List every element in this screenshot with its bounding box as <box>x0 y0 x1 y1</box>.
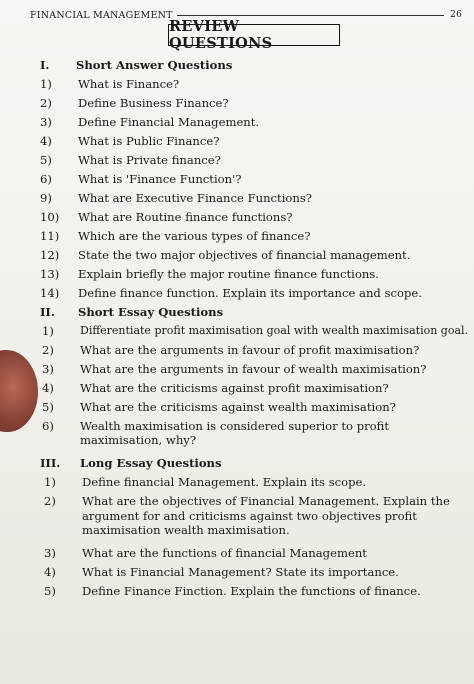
question-number: 14) <box>40 286 60 300</box>
question-text: What are Executive Finance Functions? <box>78 191 313 205</box>
section-numeral: II. <box>40 305 55 319</box>
question-text: What are the criticisms against wealth maximisation? <box>80 400 396 414</box>
question-number: 2) <box>44 494 56 508</box>
question-text: State the two major objectives of financial management. <box>78 248 411 262</box>
question-number: 4) <box>42 381 54 395</box>
header-rule <box>177 15 445 16</box>
question-number: 12) <box>40 248 60 262</box>
question-number: 3) <box>42 362 54 376</box>
question-text: Explain briefly the major routine finance functions. <box>78 267 379 281</box>
question-number: 5) <box>44 584 56 598</box>
question-number: 10) <box>40 210 60 224</box>
question-text: Which are the various types of finance? <box>78 229 311 243</box>
question-text: What is Financial Management? State its importance. <box>82 565 399 579</box>
section-title: Short Answer Questions <box>76 58 233 72</box>
question-number: 13) <box>40 267 60 281</box>
question-number: 4) <box>44 565 56 579</box>
question-text: What is Finance? <box>78 77 180 91</box>
question-number: 6) <box>42 419 54 433</box>
question-text: Define financial Management. Explain its scope. <box>82 475 367 489</box>
question-text: What is Private finance? <box>78 153 221 167</box>
question-number: 11) <box>40 229 60 243</box>
question-text: What are the criticisms against profit maximisation? <box>80 381 389 395</box>
page-title: REVIEW QUESTIONS <box>168 24 340 46</box>
running-title: FINANCIAL MANAGEMENT <box>30 9 173 21</box>
question-number: 3) <box>40 115 52 129</box>
question-text: What are the arguments in favour of profit maximisation? <box>80 343 420 357</box>
question-number: 6) <box>40 172 52 186</box>
question-text: Define finance function. Explain its importance and scope. <box>78 286 422 300</box>
question-number: 3) <box>44 546 56 560</box>
question-number: 1) <box>40 77 52 91</box>
question-text: Define Business Finance? <box>78 96 229 110</box>
question-number: 1) <box>44 475 56 489</box>
question-text: What are the functions of financial Management <box>82 546 367 560</box>
question-number: 2) <box>40 96 52 110</box>
question-number: 4) <box>40 134 52 148</box>
question-number: 1) <box>42 324 54 338</box>
section-title: Short Essay Questions <box>78 305 224 319</box>
question-text: What are the objectives of Financial Management. Explain the argument for and criticisms against two objectives profit maximisation wealth maximisation. <box>82 494 450 537</box>
question-number: 9) <box>40 191 52 205</box>
question-text: Define Finance Finction. Explain the functions of finance. <box>82 584 421 598</box>
section-numeral: I. <box>40 58 50 72</box>
section-numeral: III. <box>40 456 61 470</box>
question-text: Define Financial Management. <box>78 115 260 129</box>
page-number: 26 <box>450 10 462 20</box>
question-text: What is 'Finance Function'? <box>78 172 242 186</box>
question-text: What are Routine finance functions? <box>78 210 293 224</box>
section-title: Long Essay Questions <box>80 456 222 470</box>
question-text: What is Public Finance? <box>78 134 220 148</box>
question-number: 5) <box>42 400 54 414</box>
question-number: 5) <box>40 153 52 167</box>
question-number: 2) <box>42 343 54 357</box>
question-text: Wealth maximisation is considered superior to profit maximisation, why? <box>80 419 390 447</box>
question-text: Differentiate profit maximisation goal with wealth maximisation goal. <box>80 324 469 337</box>
question-text: What are the arguments in favour of wealth maximisation? <box>80 362 427 376</box>
